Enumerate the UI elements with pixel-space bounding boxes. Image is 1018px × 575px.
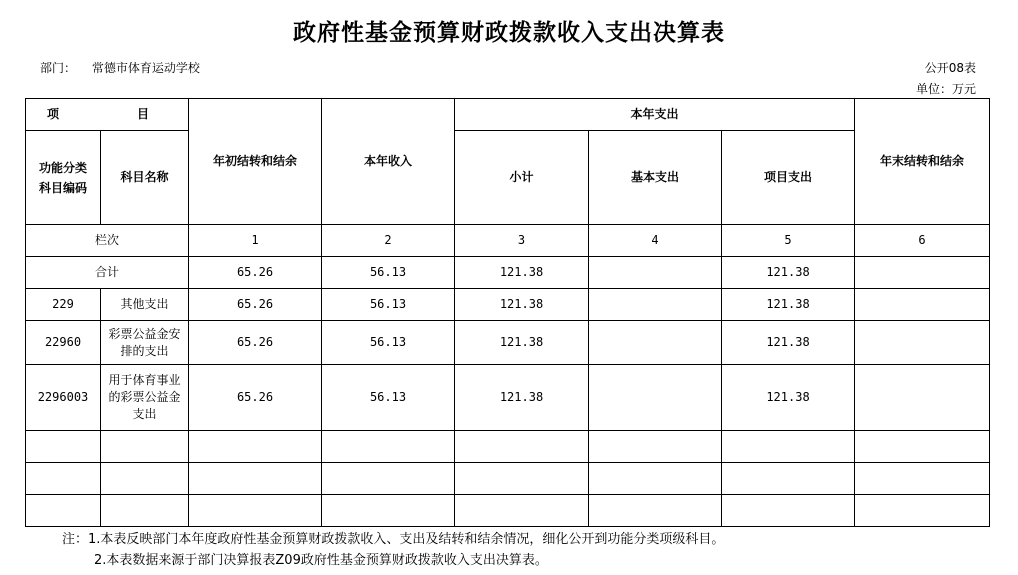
page-title: 政府性基金预算财政拨款收入支出决算表 [293, 19, 725, 46]
cell-name: 彩票公益金安排的支出 [101, 321, 189, 365]
empty-row [26, 463, 990, 495]
cell-carry-begin: 65.26 [189, 365, 322, 431]
cell-project: 121.38 [722, 365, 855, 431]
cell-carry-end [855, 257, 990, 289]
note-2: 2.本表数据来源于部门决算报表Z09政府性基金预算财政拨款收入支出决算表。 [94, 553, 548, 568]
table-row [26, 365, 990, 431]
col-index-cell: 6 [855, 225, 990, 257]
table-row [26, 289, 990, 321]
empty-row [26, 431, 990, 463]
budget-table [25, 98, 990, 527]
header-income: 本年收入 [322, 99, 455, 225]
col-index-cell: 3 [455, 225, 589, 257]
header-project: 项目支出 [722, 131, 855, 225]
table-code: 公开08表 [924, 61, 976, 75]
cell-subtotal: 121.38 [455, 289, 589, 321]
cell-subtotal: 121.38 [455, 365, 589, 431]
col-index-row [26, 225, 990, 257]
cell-carry-begin: 65.26 [189, 321, 322, 365]
col-index-cell: 2 [322, 225, 455, 257]
col-index-cell: 4 [589, 225, 722, 257]
cell-project: 121.38 [722, 289, 855, 321]
cell-income: 56.13 [322, 289, 455, 321]
cell-income: 56.13 [322, 257, 455, 289]
total-label: 合计 [26, 257, 189, 289]
col-index-cell: 5 [722, 225, 855, 257]
department-value: 常德市体育运动学校 [91, 61, 200, 75]
cell-carry-end [855, 365, 990, 431]
header-func-code: 功能分类 科目编码 [26, 131, 101, 225]
notes [62, 529, 724, 571]
cell-project: 121.38 [722, 321, 855, 365]
header-carry-begin: 年初结转和结余 [189, 99, 322, 225]
cell-name: 用于体育事业的彩票公益金支出 [101, 365, 189, 431]
header-carry-end: 年末结转和结余 [855, 99, 990, 225]
header-basic: 基本支出 [589, 131, 722, 225]
cell-project: 121.38 [722, 257, 855, 289]
department-line [40, 59, 200, 76]
department-label: 部门： [40, 61, 77, 75]
cell-code: 229 [26, 289, 101, 321]
cell-code: 22960 [26, 321, 101, 365]
cell-subtotal: 121.38 [455, 257, 589, 289]
cell-basic [589, 321, 722, 365]
note-1: 注：1.本表反映部门本年度政府性基金预算财政拨款收入、支出及结转和结余情况，细化公开到功能分类项级科目。 [62, 532, 725, 547]
table-row [26, 321, 990, 365]
cell-name: 其他支出 [101, 289, 189, 321]
col-index-label: 栏次 [26, 225, 189, 257]
col-index-cell: 1 [189, 225, 322, 257]
cell-code: 2296003 [26, 365, 101, 431]
cell-carry-end [855, 289, 990, 321]
header-expense: 本年支出 [455, 99, 855, 131]
cell-carry-begin: 65.26 [189, 289, 322, 321]
cell-carry-end [855, 321, 990, 365]
cell-income: 56.13 [322, 321, 455, 365]
cell-basic [589, 257, 722, 289]
empty-row [26, 495, 990, 527]
header-item: 项 目 [26, 99, 189, 131]
cell-carry-begin: 65.26 [189, 257, 322, 289]
total-row [26, 257, 990, 289]
unit-label: 单位：万元 [915, 82, 976, 96]
header-subtotal: 小计 [455, 131, 589, 225]
cell-subtotal: 121.38 [455, 321, 589, 365]
header-subject-name: 科目名称 [101, 131, 189, 225]
cell-income: 56.13 [322, 365, 455, 431]
cell-basic [589, 365, 722, 431]
cell-basic [589, 289, 722, 321]
